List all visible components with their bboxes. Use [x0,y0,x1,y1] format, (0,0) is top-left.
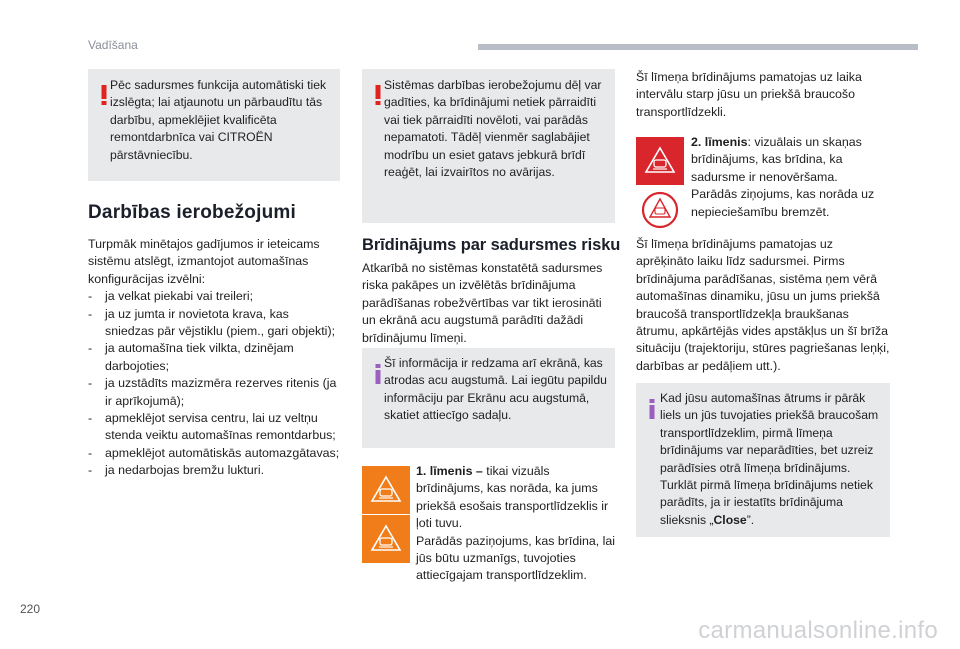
level2-text-2: Parādās ziņojums, kas norāda uz nepieciešamību bremzēt. [691,187,875,219]
list-item: - apmeklējot automātiskās automazgātavas; [88,445,340,462]
header-bar [478,44,918,50]
collision-warning-icon [362,515,410,563]
col3-intro: Šī līmeņa brīdinājums pamatojas uz laika intervālu starp jūsu un priekšā braucošo transportlīdzekli. [636,70,862,119]
watermark: carmanualsonline.info [698,617,938,644]
level2-text: : vizuālais un skaņas brīdinājums, kas brīdina, ka sadursme ir nenovēršama. [691,135,862,184]
section-title: Vadīšana [88,38,138,52]
heading-limitations: Darbības ierobežojumi [88,202,296,223]
warning-text-2: Sistēmas darbības ierobežojumu dēļ var gadīties, ka brīdinājumi netiek pārraidīti vai tiek pārraidīti novēloti, vai parādās nepamatoti. Tādēļ vienmēr saglabājiet modrību un esiet gatavs jebkurā brīdī reaģēt, lai izvairītos no avārijas. [384,78,602,180]
collision-intro: Atkarībā no sistēmas konstatētā sadursmes riska pakāpes un izvēlētās brīdinājuma parādīšanas robežvērtības var tikt ierosināti un ekrānā acu augstumā parādīti dažādi brīdinājumu līmeņi. [362,261,603,345]
level1-description [416,463,616,585]
list-item: - apmeklējot servisa centru, lai uz veltņu stenda veiktu automašīnas remontdarbus; [88,410,340,445]
exclamation-icon [371,84,385,106]
collision-warning-icon [636,186,684,234]
level1-text-2: Parādās paziņojums, kas brīdina, lai jūs būtu uzmanīgs, tuvojoties attiecīgajam transportlīdzeklim. [416,533,616,583]
info-icon [371,363,385,385]
info-box-1 [362,348,615,448]
list-item: - ja uz jumta ir novietota krava, kas sniedzas pār vējstiklu (piem., gari objekti); [88,306,340,341]
heading-collision-risk: Brīdinājums par sadursmes risku [362,236,621,254]
limitations-intro: Turpmāk minētajos gadījumos ir ieteicams sistēmu atslēgt, izmantojot automašīnas konfigurācijas izvēlni: [88,237,320,286]
level2-description [691,134,891,221]
info-text-2: Kad jūsu automašīnas ātrums ir pārāk liels un jūs tuvojaties priekšā braucošam transportlīdzeklim, pirmā līmeņa brīdinājums var neparādīties, bet uzreiz parādīsies otrā līmeņa brīdinājums. Turklāt pirmā līmeņa brīdinājums netiek parādīts, ja ir iestatīts brīdinājuma slieksnis „Close”. [660,391,879,527]
level2-label: 2. līmenis [691,135,748,149]
list-item: - ja automašīna tiek vilkta, dzinējam darbojoties; [88,340,340,375]
exclamation-icon [97,84,111,106]
threshold-close: Close [713,512,747,527]
list-item: - ja velkat piekabi vai treileri; [88,288,340,305]
page-number: 220 [20,602,41,616]
info-box-2 [636,383,890,537]
col3-body: Šī līmeņa brīdinājums pamatojas uz aprēķināto laiku līdz sadursmei. Pirms brīdinājuma parādīšanas, sistēma ņem vērā automašīnas dinamiku, jūsu un jums priekšā braucošā transportlīdzekļa braukšanas ātrumu, apkārtējās vides apstākļus un šī brīža situāciju (trajektoriju, stūres pagriešanas leņķi, darbības ar pedāļiem utt.). [636,237,890,373]
warning-box-2 [362,69,615,223]
warning-box-1 [88,69,340,181]
level1-text: tikai vizuāls brīdinājums, kas norāda, ka jums priekšā esošais transportlīdzeklis ir ļoti tuvu. [416,464,609,531]
limitations-body [88,236,340,480]
collision-warning-icon [636,137,684,185]
info-text-1: Šī informācija ir redzama arī ekrānā, kas atrodas acu augstumā. Lai iegūtu papildu informāciju par Ekrānu acu augstumā, skatiet attiecīgo sadaļu. [384,356,607,423]
warning-text-1: Pēc sadursmes funkcija automātiski tiek izslēgta; lai atjaunotu un pārbaudītu tās darbību, apmeklējiet kvalificēta remontdarbnīca vai CITROËN pārstāvniecību. [110,78,327,162]
level1-label: 1. līmenis – [416,464,483,478]
list-item: - ja uzstādīts mazizmēra rezerves ritenis (ja ir aprīkojumā); [88,375,340,410]
collision-warning-icon [362,466,410,514]
list-item: - ja nedarbojas bremžu lukturi. [88,462,340,479]
info-icon [645,398,659,420]
limitations-list [88,288,340,479]
